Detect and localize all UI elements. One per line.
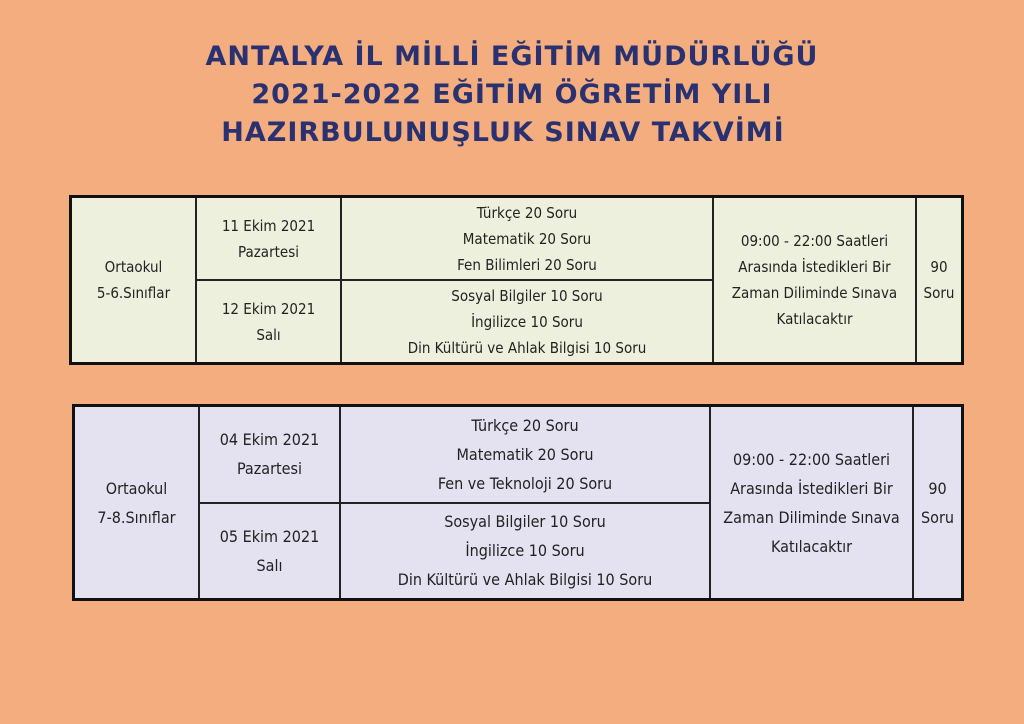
exam-date: 11 Ekim 2021 [221,216,316,235]
total-unit: Soru [921,507,954,527]
exam-weekday: Salı [256,555,283,575]
time-line: Katılacaktır [770,536,853,556]
total-questions-cell [916,197,963,364]
total-count: 90 [930,258,948,276]
subjects-cell [341,280,713,364]
exam-weekday: Pazartesi [237,242,299,261]
schedule-table-5-6 [69,195,964,365]
table-row [71,197,963,281]
subject-line: Fen ve Teknoloji 20 Soru [437,473,613,493]
subject-line: Türkçe 20 Soru [476,203,578,222]
exam-weekday: Pazartesi [236,459,303,479]
subject-line: Din Kültürü ve Ahlak Bilgisi 10 Soru [407,338,647,357]
subjects-cell [340,503,710,600]
subject-line: Fen Bilimleri 20 Soru [457,255,597,274]
grade-level-line: Ortaokul [105,478,168,498]
title-line-2: 2021-2022 EĞİTİM ÖĞRETİM YILI [251,79,773,110]
table-row [74,406,963,503]
exam-date: 12 Ekim 2021 [221,299,316,318]
subjects-cell [340,406,710,503]
grade-level-line: 5-6.Sınıflar [96,284,171,302]
schedule-table-7-8 [72,404,964,601]
total-questions-cell [913,406,963,600]
time-window-cell [710,406,913,600]
time-line: Zaman Diliminde Sınava [731,284,898,302]
time-line: Katılacaktır [776,310,853,328]
grade-level-line: 7-8.Sınıflar [97,507,176,527]
subject-line: Sosyal Bilgiler 10 Soru [444,512,606,532]
exam-weekday: Salı [256,325,281,344]
subjects-cell [341,197,713,281]
subject-line: Matematik 20 Soru [462,229,592,248]
exam-date-cell [199,503,340,600]
grade-level-cell [71,197,197,364]
subject-line: İngilizce 10 Soru [471,312,583,331]
grade-level-cell [74,406,200,600]
exam-date: 05 Ekim 2021 [219,526,320,546]
time-line: Zaman Diliminde Sınava [723,507,900,527]
exam-date-cell [199,406,340,503]
exam-date: 04 Ekim 2021 [219,430,320,450]
time-line: Arasında İstedikleri Bir [730,478,893,498]
time-line: 09:00 - 22:00 Saatleri [740,232,889,250]
exam-date-cell [196,197,341,281]
subject-line: Türkçe 20 Soru [471,415,579,435]
total-unit: Soru [923,284,955,302]
time-line: 09:00 - 22:00 Saatleri [732,449,891,469]
title-line-1: ANTALYA İL MİLLİ EĞİTİM MÜDÜRLÜĞÜ [205,41,819,72]
title-line-3: HAZIRBULUNUŞLUK SINAV TAKVİMİ [221,117,785,148]
subject-line: İngilizce 10 Soru [465,541,585,561]
grade-level-line: Ortaokul [104,258,163,276]
time-window-cell [713,197,916,364]
subject-line: Sosyal Bilgiler 10 Soru [451,286,603,305]
time-line: Arasında İstedikleri Bir [738,258,891,276]
subject-line: Matematik 20 Soru [456,444,594,464]
exam-date-cell [196,280,341,364]
page-title [0,38,1024,152]
subject-line: Din Kültürü ve Ahlak Bilgisi 10 Soru [397,570,653,590]
total-count: 90 [928,478,947,498]
